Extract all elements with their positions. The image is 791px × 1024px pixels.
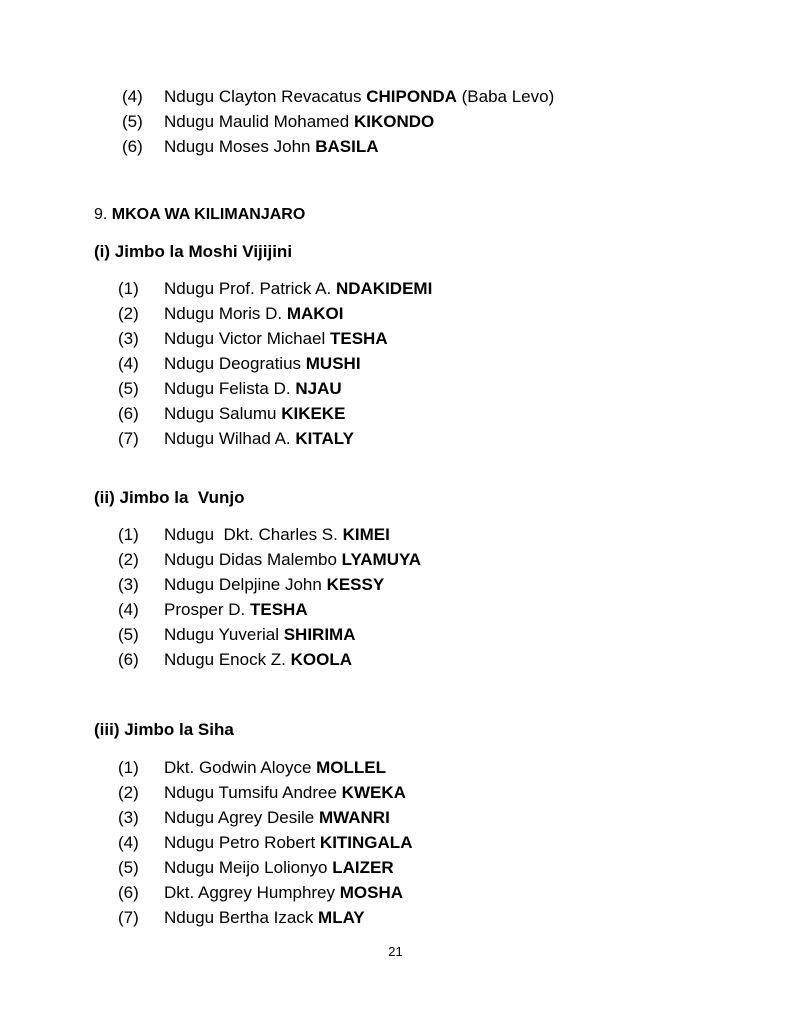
list-item <box>0 647 791 672</box>
page-number: 21 <box>388 944 403 959</box>
candidate-surname: KESSY <box>326 575 385 594</box>
item-number: (5) <box>118 625 139 644</box>
item-number: (2) <box>118 783 139 802</box>
list-item <box>0 84 791 109</box>
candidate-name: Ndugu Didas Malembo <box>164 550 342 569</box>
candidate-surname: MOLLEL <box>316 758 387 777</box>
item-number: (6) <box>118 404 139 423</box>
item-number: (3) <box>118 329 139 348</box>
candidate-surname: LYAMUYA <box>341 550 422 569</box>
item-number: (5) <box>118 858 139 877</box>
list-item <box>0 755 791 780</box>
item-number: (5) <box>118 379 139 398</box>
candidate-surname: MOSHA <box>339 883 404 902</box>
candidate-name: Ndugu Clayton Revacatus <box>164 87 367 106</box>
candidate-surname: TESHA <box>330 329 388 348</box>
candidate-name: Ndugu Maulid Mohamed <box>164 112 354 131</box>
item-number: (6) <box>118 650 139 669</box>
candidate-name: Ndugu Delpjine John <box>164 575 327 594</box>
item-number: (4) <box>122 87 143 106</box>
candidate-surname: NJAU <box>295 379 342 398</box>
candidate-name: Ndugu Wilhad A. <box>164 429 296 448</box>
item-number: (3) <box>118 808 139 827</box>
list-item <box>0 276 791 301</box>
candidate-surname: MAKOI <box>286 304 344 323</box>
candidate-surname: BASILA <box>315 137 379 156</box>
list-item <box>0 426 791 451</box>
list-item <box>0 622 791 647</box>
list-item <box>0 401 791 426</box>
item-number: (7) <box>118 429 139 448</box>
candidate-surname: KOOLA <box>290 650 353 669</box>
list-item <box>0 351 791 376</box>
candidate-surname: LAIZER <box>332 858 394 877</box>
candidate-name: Ndugu Dkt. Charles S. <box>164 525 343 544</box>
candidate-surname: KWEKA <box>341 783 406 802</box>
constituency-heading: (ii) Jimbo la Vunjo <box>94 488 245 507</box>
candidate-name: Ndugu Petro Robert <box>164 833 320 852</box>
candidate-surname: CHIPONDA <box>366 87 457 106</box>
candidate-name: Ndugu Meijo Lolionyo <box>164 858 333 877</box>
region-title: MKOA WA KILIMANJARO <box>111 206 306 223</box>
candidate-name: Ndugu Prof. Patrick A. <box>164 279 336 298</box>
candidate-surname: KIKONDO <box>353 112 435 131</box>
item-number: (4) <box>118 600 139 619</box>
list-item <box>0 572 791 597</box>
list-item <box>0 109 791 134</box>
continuation-list <box>0 84 791 159</box>
item-number: (4) <box>118 833 139 852</box>
candidate-name: Dkt. Aggrey Humphrey <box>164 883 340 902</box>
candidate-name: Ndugu Agrey Desile <box>164 808 319 827</box>
candidate-surname: MWANRI <box>318 808 390 827</box>
item-number: (7) <box>118 908 139 927</box>
constituency-heading: (iii) Jimbo la Siha <box>94 720 234 739</box>
candidate-name: Ndugu Yuverial <box>164 625 284 644</box>
candidate-surname: KIMEI <box>342 525 390 544</box>
region-number: 9. <box>94 206 112 223</box>
list-item <box>0 780 791 805</box>
candidate-name: Ndugu Felista D. <box>164 379 296 398</box>
item-number: (1) <box>118 525 139 544</box>
list-item <box>0 830 791 855</box>
list-item <box>0 805 791 830</box>
constituency-heading: (i) Jimbo la Moshi Vijijini <box>94 242 293 261</box>
item-number: (4) <box>118 354 139 373</box>
list-item <box>0 134 791 159</box>
candidate-surname: MUSHI <box>305 354 361 373</box>
candidate-name: Ndugu Salumu <box>164 404 282 423</box>
item-number: (2) <box>118 304 139 323</box>
candidate-name: Ndugu Moris D. <box>164 304 287 323</box>
candidate-list <box>0 755 791 930</box>
list-item <box>0 855 791 880</box>
candidate-name: Prosper D. <box>164 600 250 619</box>
list-item <box>0 597 791 622</box>
candidate-surname: TESHA <box>249 600 308 619</box>
candidate-list <box>0 522 791 672</box>
list-item <box>0 880 791 905</box>
candidate-name: Dkt. Godwin Aloyce <box>164 758 317 777</box>
item-number: (2) <box>118 550 139 569</box>
candidate-surname: NDAKIDEMI <box>335 279 433 298</box>
candidate-name: Ndugu Tumsifu Andree <box>164 783 342 802</box>
list-item <box>0 547 791 572</box>
item-number: (3) <box>118 575 139 594</box>
candidate-name: Ndugu Victor Michael <box>164 329 330 348</box>
candidate-name: Ndugu Deogratius <box>164 354 306 373</box>
item-number: (5) <box>122 112 143 131</box>
item-number: (6) <box>118 883 139 902</box>
list-item <box>0 522 791 547</box>
candidate-list <box>0 276 791 451</box>
candidate-surname: MLAY <box>318 908 365 927</box>
candidate-name: Ndugu Moses John <box>164 137 316 156</box>
candidate-surname: KITALY <box>295 429 354 448</box>
list-item <box>0 301 791 326</box>
candidate-name: Ndugu Bertha Izack <box>164 908 319 927</box>
list-item <box>0 905 791 930</box>
candidate-surname: KITINGALA <box>319 833 413 852</box>
region-heading <box>94 206 305 224</box>
candidate-suffix: (Baba Levo) <box>456 87 555 106</box>
list-item <box>0 326 791 351</box>
item-number: (1) <box>118 279 139 298</box>
candidate-name: Ndugu Enock Z. <box>164 650 291 669</box>
candidate-surname: KIKEKE <box>281 404 346 423</box>
list-item <box>0 376 791 401</box>
item-number: (1) <box>118 758 139 777</box>
candidate-surname: SHIRIMA <box>283 625 356 644</box>
item-number: (6) <box>122 137 143 156</box>
